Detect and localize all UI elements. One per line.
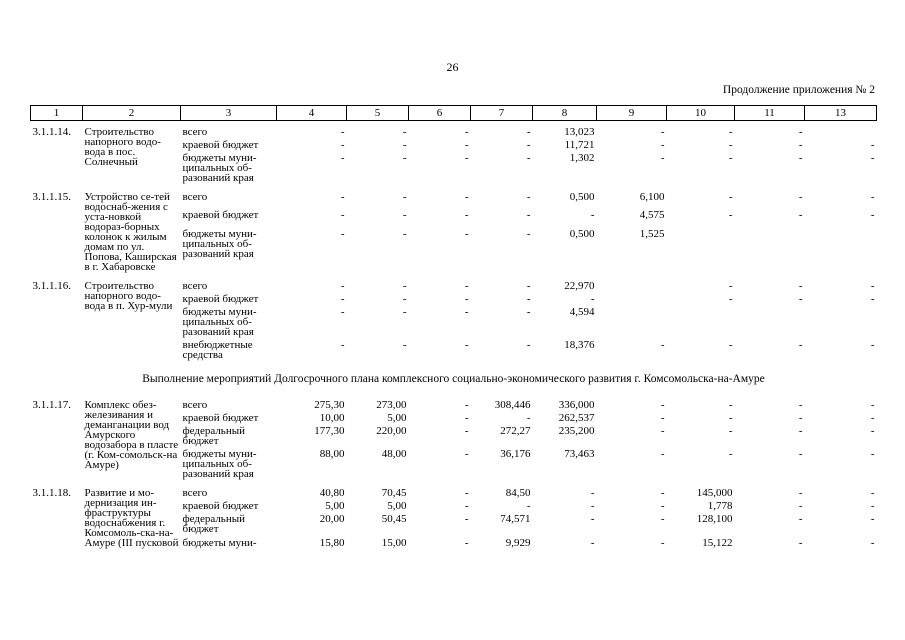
value-cell: - — [464, 280, 469, 292]
value-cell: 15,122 — [702, 536, 733, 549]
value-cell: 1,525 — [639, 227, 665, 240]
value-cell: 18,376 — [564, 339, 595, 351]
value-cell: - — [728, 448, 733, 460]
funding-source: всего — [182, 399, 208, 411]
value-cell: - — [728, 209, 733, 222]
section-row — [31, 369, 877, 400]
funding-source: бюджеты муни-ципальных об-разований края — [182, 448, 257, 480]
value-cell: - — [798, 399, 803, 411]
value-cell: - — [728, 126, 733, 138]
item-name: Устройство се-тей водоснаб-жения с уста-новкой водораз-борных колонок к жилым домам по ул. Попова, Каширская в г. Хабаровске — [84, 191, 177, 273]
value-cell: - — [464, 399, 469, 411]
value-cell: - — [464, 306, 469, 318]
column-header: 2 — [83, 106, 181, 121]
value-cell: - — [870, 448, 875, 460]
value-cell: 74,571 — [500, 513, 531, 526]
value-cell: - — [464, 227, 469, 240]
value-cell: - — [590, 500, 595, 513]
value-cell: - — [870, 399, 875, 411]
value-cell: - — [340, 139, 345, 151]
value-cell: - — [798, 209, 803, 222]
page-number: 26 — [446, 60, 459, 74]
value-cell: - — [798, 487, 803, 499]
appendix-table — [30, 105, 877, 557]
continuation-note: Продолжение приложения № 2 — [722, 84, 875, 96]
value-cell: - — [798, 536, 803, 549]
value-cell: - — [798, 139, 803, 151]
value-cell — [597, 281, 667, 294]
value-cell: - — [464, 152, 469, 164]
value-cell: - — [340, 280, 345, 292]
value-cell: 1,778 — [707, 500, 733, 513]
value-cell: - — [798, 425, 803, 437]
item-code: 3.1.1.14. — [32, 126, 71, 138]
value-cell: 36,176 — [500, 448, 531, 460]
value-cell: - — [464, 513, 469, 526]
value-cell: - — [870, 412, 875, 424]
value-cell: - — [464, 293, 469, 305]
item-code: 3.1.1.17. — [32, 399, 71, 411]
value-cell: - — [340, 126, 345, 138]
value-cell: 40,80 — [319, 487, 345, 499]
value-cell: - — [340, 227, 345, 240]
value-cell: - — [660, 412, 665, 424]
value-cell: - — [464, 126, 469, 138]
value-cell: - — [526, 152, 531, 164]
column-header: 5 — [347, 106, 409, 121]
value-cell: - — [526, 227, 531, 240]
column-header: 8 — [533, 106, 597, 121]
value-cell: - — [464, 536, 469, 549]
value-cell: - — [464, 500, 469, 513]
value-cell: - — [464, 209, 469, 222]
value-cell: 273,00 — [376, 399, 407, 411]
funding-source: федеральный бюджет — [182, 425, 245, 447]
value-cell: - — [728, 339, 733, 351]
table-row — [31, 400, 877, 413]
item-name: Комплекс обез-железивания и деманганации вод Амурского водозабора в пласте (г. Ком-сомольск-на Амуре) — [84, 399, 179, 471]
value-cell: 0,500 — [569, 191, 595, 203]
value-cell: - — [870, 513, 875, 526]
value-cell: - — [798, 152, 803, 164]
value-cell — [735, 307, 805, 340]
value-cell: - — [340, 209, 345, 222]
column-header: 3 — [181, 106, 277, 121]
item-name: Развитие и мо-дернизация ин-фраструктуры водоснабжения г. Комсомоль-ска-на-Амуре (III пусковой — [84, 487, 179, 549]
value-cell: - — [526, 191, 531, 203]
value-cell: 88,00 — [319, 448, 345, 460]
value-cell: 128,100 — [696, 513, 733, 526]
column-header: 9 — [597, 106, 667, 121]
value-cell: - — [728, 191, 733, 203]
funding-source: бюджеты муни-ципальных об-разований края — [182, 306, 257, 338]
value-cell: - — [660, 500, 665, 513]
header-row — [31, 106, 877, 121]
value-cell: - — [464, 191, 469, 203]
column-header: 11 — [735, 106, 805, 121]
value-cell: - — [590, 513, 595, 526]
item-name: Строительство напорного водо-вода в пос. Солнечный — [84, 126, 161, 168]
value-cell: - — [728, 399, 733, 411]
value-cell: 336,000 — [558, 399, 595, 411]
value-cell: - — [402, 126, 407, 138]
table-body — [31, 121, 877, 558]
value-cell: - — [340, 152, 345, 164]
column-header: 6 — [409, 106, 471, 121]
value-cell — [667, 307, 735, 340]
value-cell: - — [798, 293, 803, 305]
value-cell: - — [464, 412, 469, 424]
value-cell: - — [402, 191, 407, 203]
value-cell: - — [464, 448, 469, 460]
table-row — [31, 127, 877, 140]
value-cell: - — [402, 280, 407, 292]
value-cell: 84,50 — [505, 487, 531, 499]
value-cell: - — [870, 339, 875, 351]
value-cell: - — [526, 139, 531, 151]
funding-source: бюджеты муни-ципальных об-разований края — [182, 227, 257, 260]
value-cell: - — [870, 209, 875, 222]
value-cell: - — [798, 191, 803, 203]
value-cell: 235,200 — [558, 425, 595, 437]
funding-source: бюджеты муни- — [182, 536, 257, 549]
value-cell: 262,537 — [558, 412, 595, 424]
value-cell: - — [590, 536, 595, 549]
value-cell: - — [728, 425, 733, 437]
value-cell: 73,463 — [564, 448, 595, 460]
item-code: 3.1.1.15. — [32, 191, 71, 203]
table-row — [31, 488, 877, 501]
table-row — [31, 192, 877, 210]
spacer-cell — [31, 551, 877, 557]
funding-source: внебюджетные средства — [182, 339, 253, 361]
value-cell: - — [402, 227, 407, 240]
value-cell: - — [870, 487, 875, 499]
value-cell: 0,500 — [569, 227, 595, 240]
value-cell — [597, 294, 667, 307]
value-cell: 272,27 — [500, 425, 531, 437]
value-cell: - — [464, 487, 469, 499]
value-cell: - — [340, 293, 345, 305]
value-cell: - — [526, 293, 531, 305]
funding-source: краевой бюджет — [182, 500, 259, 513]
funding-source: всего — [182, 487, 208, 499]
value-cell: 275,30 — [314, 399, 345, 411]
value-cell: - — [798, 126, 803, 138]
value-cell: - — [798, 412, 803, 424]
funding-source: всего — [182, 126, 208, 138]
value-cell: - — [870, 280, 875, 292]
value-cell: - — [402, 293, 407, 305]
value-cell: - — [798, 448, 803, 460]
funding-source: краевой бюджет — [182, 209, 259, 222]
value-cell: - — [526, 306, 531, 318]
column-header: 4 — [277, 106, 347, 121]
value-cell: 4,594 — [569, 306, 595, 318]
value-cell: - — [464, 425, 469, 437]
value-cell: - — [590, 293, 595, 305]
value-cell: - — [798, 513, 803, 526]
value-cell: - — [870, 139, 875, 151]
value-cell: - — [728, 412, 733, 424]
value-cell: - — [526, 126, 531, 138]
value-cell: - — [402, 339, 407, 351]
value-cell: - — [526, 339, 531, 351]
value-cell: - — [402, 152, 407, 164]
funding-source: всего — [182, 280, 208, 292]
value-cell: 20,00 — [319, 513, 345, 526]
value-cell: - — [870, 293, 875, 305]
funding-source: краевой бюджет — [182, 139, 259, 151]
value-cell: - — [464, 139, 469, 151]
value-cell: - — [660, 399, 665, 411]
value-cell: - — [340, 339, 345, 351]
value-cell: - — [402, 306, 407, 318]
funding-source: всего — [182, 191, 208, 203]
value-cell: 70,45 — [381, 487, 407, 499]
value-cell: 1,302 — [569, 152, 595, 164]
column-header: 1 — [31, 106, 83, 121]
value-cell: 10,00 — [319, 412, 345, 424]
value-cell: - — [870, 152, 875, 164]
value-cell: 4,575 — [639, 209, 665, 222]
value-cell: - — [526, 280, 531, 292]
value-cell: - — [728, 293, 733, 305]
value-cell — [805, 229, 877, 275]
value-cell: 9,929 — [505, 536, 531, 549]
value-cell: 15,80 — [319, 536, 345, 549]
value-cell: 5,00 — [387, 412, 407, 424]
value-cell: - — [870, 425, 875, 437]
value-cell: - — [340, 191, 345, 203]
value-cell: 13,023 — [564, 126, 595, 138]
value-cell: - — [660, 487, 665, 499]
value-cell — [735, 229, 805, 275]
value-cell: - — [526, 500, 531, 513]
column-header: 13 — [805, 106, 877, 121]
value-cell — [805, 127, 877, 140]
value-cell: - — [728, 139, 733, 151]
value-cell: 5,00 — [325, 500, 345, 513]
section-title: Выполнение мероприятий Долгосрочного плана комплексного социально-экономического развития г. Комсомольска-на-Амуре — [142, 373, 765, 385]
value-cell — [805, 307, 877, 340]
funding-source: краевой бюджет — [182, 293, 259, 305]
value-cell: - — [870, 500, 875, 513]
item-code: 3.1.1.16. — [32, 280, 71, 292]
column-header: 7 — [471, 106, 533, 121]
value-cell: 5,00 — [387, 500, 407, 513]
value-cell: - — [590, 487, 595, 499]
value-cell: 6,100 — [639, 191, 665, 203]
value-cell: - — [798, 339, 803, 351]
value-cell: - — [464, 339, 469, 351]
value-cell: - — [870, 536, 875, 549]
value-cell: - — [728, 152, 733, 164]
value-cell: 22,970 — [564, 280, 595, 292]
value-cell: - — [660, 126, 665, 138]
value-cell: - — [660, 339, 665, 351]
value-cell: - — [340, 306, 345, 318]
value-cell: - — [660, 536, 665, 549]
value-cell: - — [870, 191, 875, 203]
value-cell: - — [798, 500, 803, 513]
value-cell: 15,00 — [381, 536, 407, 549]
item-code: 3.1.1.18. — [32, 487, 71, 499]
value-cell: 11,721 — [564, 139, 595, 151]
value-cell: - — [590, 209, 595, 222]
funding-source: федеральный бюджет — [182, 513, 245, 536]
value-cell: 50,45 — [381, 513, 407, 526]
value-cell: 177,30 — [314, 425, 345, 437]
funding-source: краевой бюджет — [182, 412, 259, 424]
value-cell: - — [660, 425, 665, 437]
value-cell: - — [402, 139, 407, 151]
value-cell: - — [660, 139, 665, 151]
value-cell: - — [402, 209, 407, 222]
spacer-row — [31, 551, 877, 557]
value-cell: - — [526, 209, 531, 222]
value-cell: - — [660, 152, 665, 164]
column-header: 10 — [667, 106, 735, 121]
value-cell: 145,000 — [696, 487, 733, 499]
table-row — [31, 281, 877, 294]
value-cell: - — [728, 280, 733, 292]
value-cell — [597, 307, 667, 340]
value-cell: 48,00 — [381, 448, 407, 460]
item-name: Строительство напорного водо-вода в п. Хур-мули — [84, 280, 173, 312]
funding-source: бюджеты муни-ципальных об-разований края — [182, 152, 257, 184]
value-cell: - — [526, 412, 531, 424]
value-cell: 308,446 — [494, 399, 531, 411]
value-cell: - — [660, 513, 665, 526]
value-cell — [667, 229, 735, 275]
value-cell: - — [660, 448, 665, 460]
value-cell: 220,00 — [376, 425, 407, 437]
value-cell: - — [798, 280, 803, 292]
